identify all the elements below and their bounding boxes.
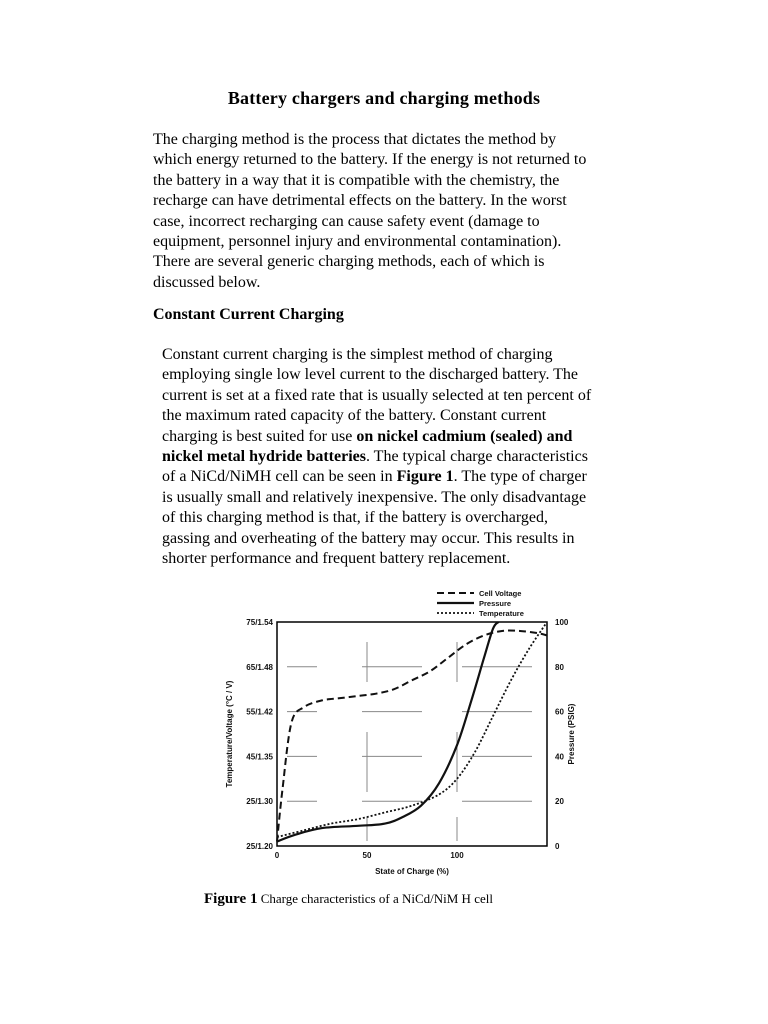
text-line: case, incorrect recharging can cause safety event (damage to bbox=[153, 212, 540, 230]
text-run: . The typical charge characteristics bbox=[365, 448, 588, 466]
text-line: equipment, personnel injury and environmental contamination). bbox=[153, 233, 562, 251]
x-tick-label: 50 bbox=[362, 851, 372, 860]
text-run: of a NiCd/NiMH cell can be seen in bbox=[162, 468, 397, 486]
text-run: charging is best suited for use bbox=[162, 427, 357, 445]
text-line bbox=[162, 467, 652, 487]
series-line-pressure bbox=[277, 622, 498, 842]
text-line: which energy returned to the battery. If the energy is not returned to bbox=[153, 151, 587, 169]
y-right-axis-label: Pressure (PSIG) bbox=[567, 703, 576, 765]
text-line: recharge can have detrimental effects on the battery. In the worst bbox=[153, 192, 567, 210]
y-left-tick-label: 75/1.54 bbox=[246, 618, 273, 627]
x-axis-label: State of Charge (%) bbox=[375, 867, 449, 876]
legend-label: Temperature bbox=[479, 609, 524, 618]
text-line: There are several generic charging methods, each of which is bbox=[153, 253, 545, 271]
text-line: shorter performance and frequent battery replacement. bbox=[162, 550, 511, 568]
text-line: discussed below. bbox=[153, 273, 261, 291]
text-line: Constant current charging is the simplest method of charging bbox=[162, 346, 553, 363]
text-line: the maximum rated capacity of the battery. Constant current bbox=[162, 407, 547, 425]
text-line: The charging method is the process that dictates the method by bbox=[153, 131, 557, 148]
y-left-tick-label: 45/1.35 bbox=[246, 752, 273, 762]
y-right-tick-label: 0 bbox=[555, 842, 560, 851]
series-line-temperature bbox=[277, 622, 547, 837]
text-line: current is set at a fixed rate that is usually selected at ten percent of bbox=[162, 386, 592, 404]
y-left-tick-label: 25/1.20 bbox=[246, 842, 273, 851]
y-left-tick-label: 65/1.48 bbox=[246, 662, 273, 672]
bold-run: on nickel cadmium (sealed) and bbox=[356, 427, 573, 445]
legend-label: Pressure bbox=[479, 599, 512, 608]
text-line: employing single low level current to the discharged battery. The bbox=[162, 366, 579, 384]
legend-label: Cell Voltage bbox=[479, 589, 522, 598]
figure-caption bbox=[204, 891, 493, 908]
y-right-tick-label: 60 bbox=[555, 707, 564, 717]
constant-current-paragraph bbox=[162, 345, 652, 569]
caption-text: Charge characteristics of a NiCd/NiM H cell bbox=[257, 891, 493, 906]
figure-reference: Figure 1 bbox=[396, 468, 454, 486]
y-right-tick-label: 100 bbox=[555, 618, 569, 627]
text-run: . The type of charger bbox=[453, 468, 587, 486]
x-tick-label: 0 bbox=[274, 851, 280, 860]
text-line bbox=[162, 427, 652, 447]
bold-run: nickel metal hydride batteries bbox=[162, 448, 366, 466]
intro-paragraph bbox=[153, 130, 653, 293]
x-tick-label: 100 bbox=[450, 851, 464, 860]
y-left-axis-label: Temperature/Voltage (°C / V) bbox=[225, 680, 234, 788]
caption-label: Figure 1 bbox=[204, 891, 258, 907]
text-line: the battery in a way that it is compatible with the chemistry, the bbox=[153, 171, 560, 189]
text-line bbox=[162, 447, 652, 467]
y-right-tick-label: 80 bbox=[555, 662, 564, 672]
y-left-tick-label: 25/1.30 bbox=[246, 797, 273, 807]
text-line: gassing and overheating of the battery may occur. This results in bbox=[162, 529, 575, 547]
charge-characteristics-chart bbox=[222, 584, 582, 884]
document-title: Battery chargers and charging methods bbox=[227, 88, 541, 108]
series-line-cell-voltage bbox=[277, 631, 547, 842]
text-line: of this charging method is that, if the battery is overcharged, bbox=[162, 509, 548, 527]
y-left-tick-label: 55/1.42 bbox=[246, 707, 273, 717]
text-line: is usually small and relatively inexpensive. The only disadvantage bbox=[162, 488, 587, 506]
chart-canvas bbox=[222, 584, 582, 884]
y-right-tick-label: 40 bbox=[555, 752, 564, 762]
section-heading: Constant Current Charging bbox=[153, 306, 344, 323]
y-right-tick-label: 20 bbox=[555, 797, 564, 807]
